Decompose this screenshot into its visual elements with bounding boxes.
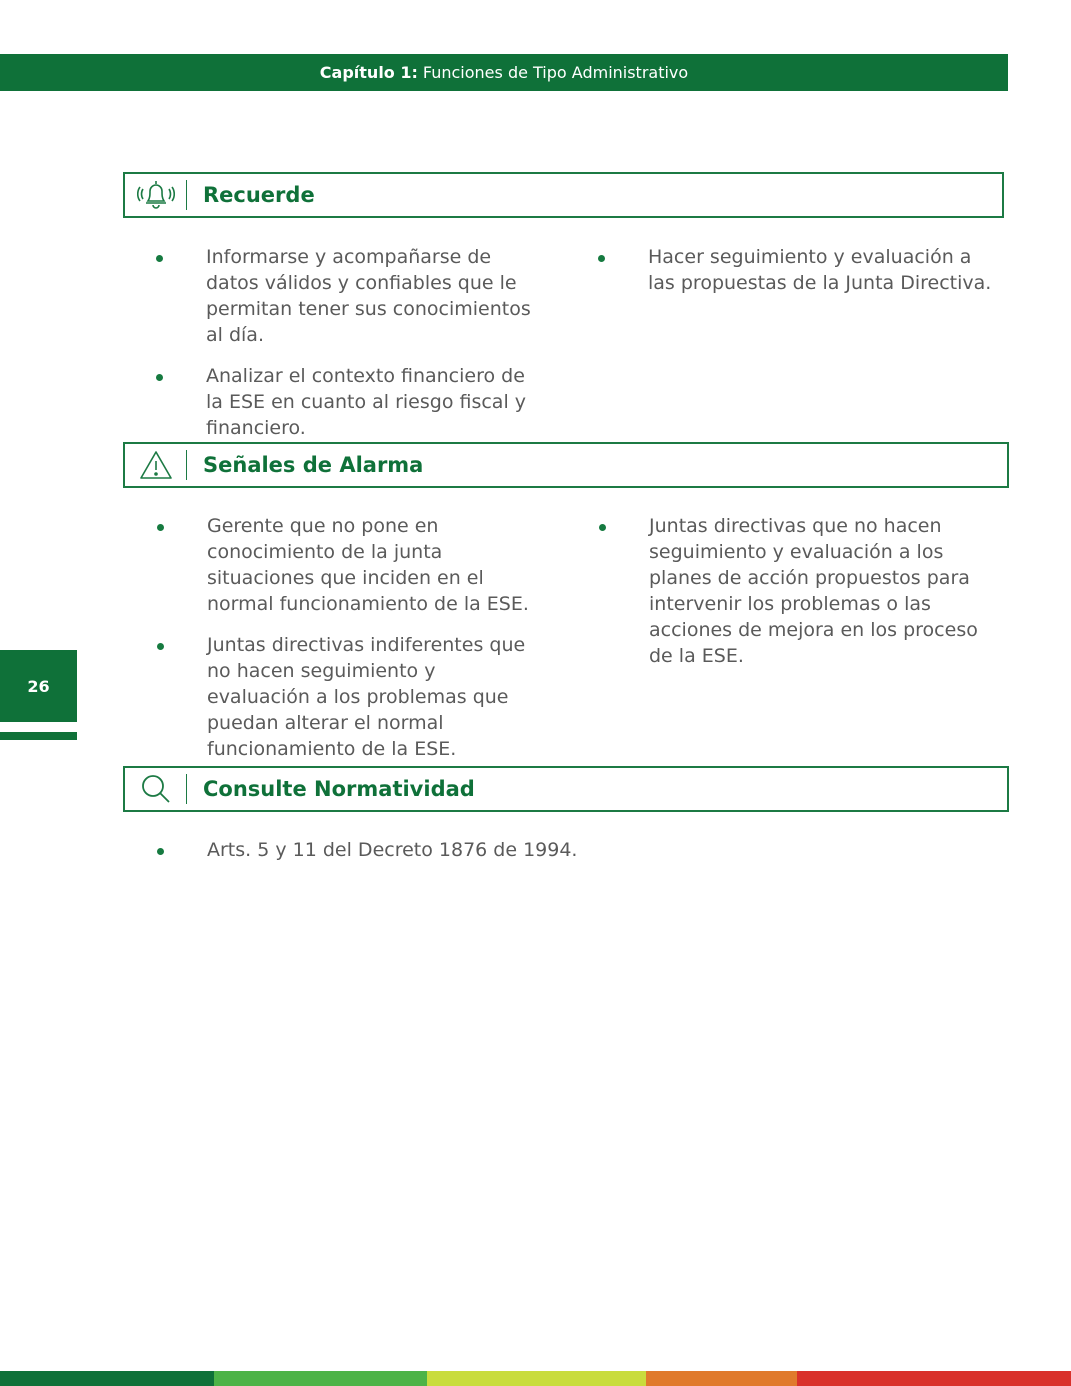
recuerde-right-list bbox=[598, 244, 998, 311]
footer-band-green bbox=[214, 1371, 427, 1386]
list-item: Analizar el contexto financiero de la ESE en cuanto al riesgo fiscal y financiero. bbox=[156, 363, 536, 441]
alarma-left-list bbox=[157, 513, 537, 777]
list-item: Juntas directivas indiferentes que no hacen seguimiento y evaluación a los problemas que puedan alterar el normal funcionamiento de la ESE. bbox=[157, 632, 537, 762]
section-normatividad-header bbox=[123, 766, 1009, 812]
list-item: Gerente que no pone en conocimiento de la junta situaciones que inciden en el normal funcionamiento de la ESE. bbox=[157, 513, 537, 617]
chapter-title: Funciones de Tipo Administrativo bbox=[422, 63, 689, 82]
section-alarma-header bbox=[123, 442, 1009, 488]
warning-icon bbox=[125, 444, 187, 486]
footer-band-orange bbox=[646, 1371, 797, 1386]
search-icon bbox=[125, 768, 187, 810]
list-item: Hacer seguimiento y evaluación a las propuestas de la Junta Directiva. bbox=[598, 244, 998, 296]
chapter-label: Capítulo 1: bbox=[319, 63, 418, 82]
page-tab-underline bbox=[0, 732, 77, 740]
section-title: Consulte Normatividad bbox=[203, 777, 475, 801]
list-item: Juntas directivas que no hacen seguimiento y evaluación a los planes de acción propuestos para intervenir los problemas o las acciones de mejora en los proceso de la ESE. bbox=[599, 513, 999, 669]
normatividad-list bbox=[157, 837, 657, 878]
footer-band-yellow bbox=[427, 1371, 646, 1386]
list-item: Arts. 5 y 11 del Decreto 1876 de 1994. bbox=[157, 837, 657, 863]
alarma-right-list bbox=[599, 513, 999, 684]
chapter-header bbox=[0, 54, 1008, 91]
section-title: Señales de Alarma bbox=[203, 453, 424, 477]
section-recuerde-header bbox=[123, 172, 1004, 218]
recuerde-left-list bbox=[156, 244, 536, 456]
list-item: Informarse y acompañarse de datos válidos y confiables que le permitan tener sus conocimientos al día. bbox=[156, 244, 536, 348]
section-title: Recuerde bbox=[203, 183, 315, 207]
footer-band-red bbox=[797, 1371, 1071, 1386]
page-number: 26 bbox=[0, 650, 77, 722]
bell-icon bbox=[125, 174, 187, 216]
footer-band-dark-green bbox=[0, 1371, 214, 1386]
